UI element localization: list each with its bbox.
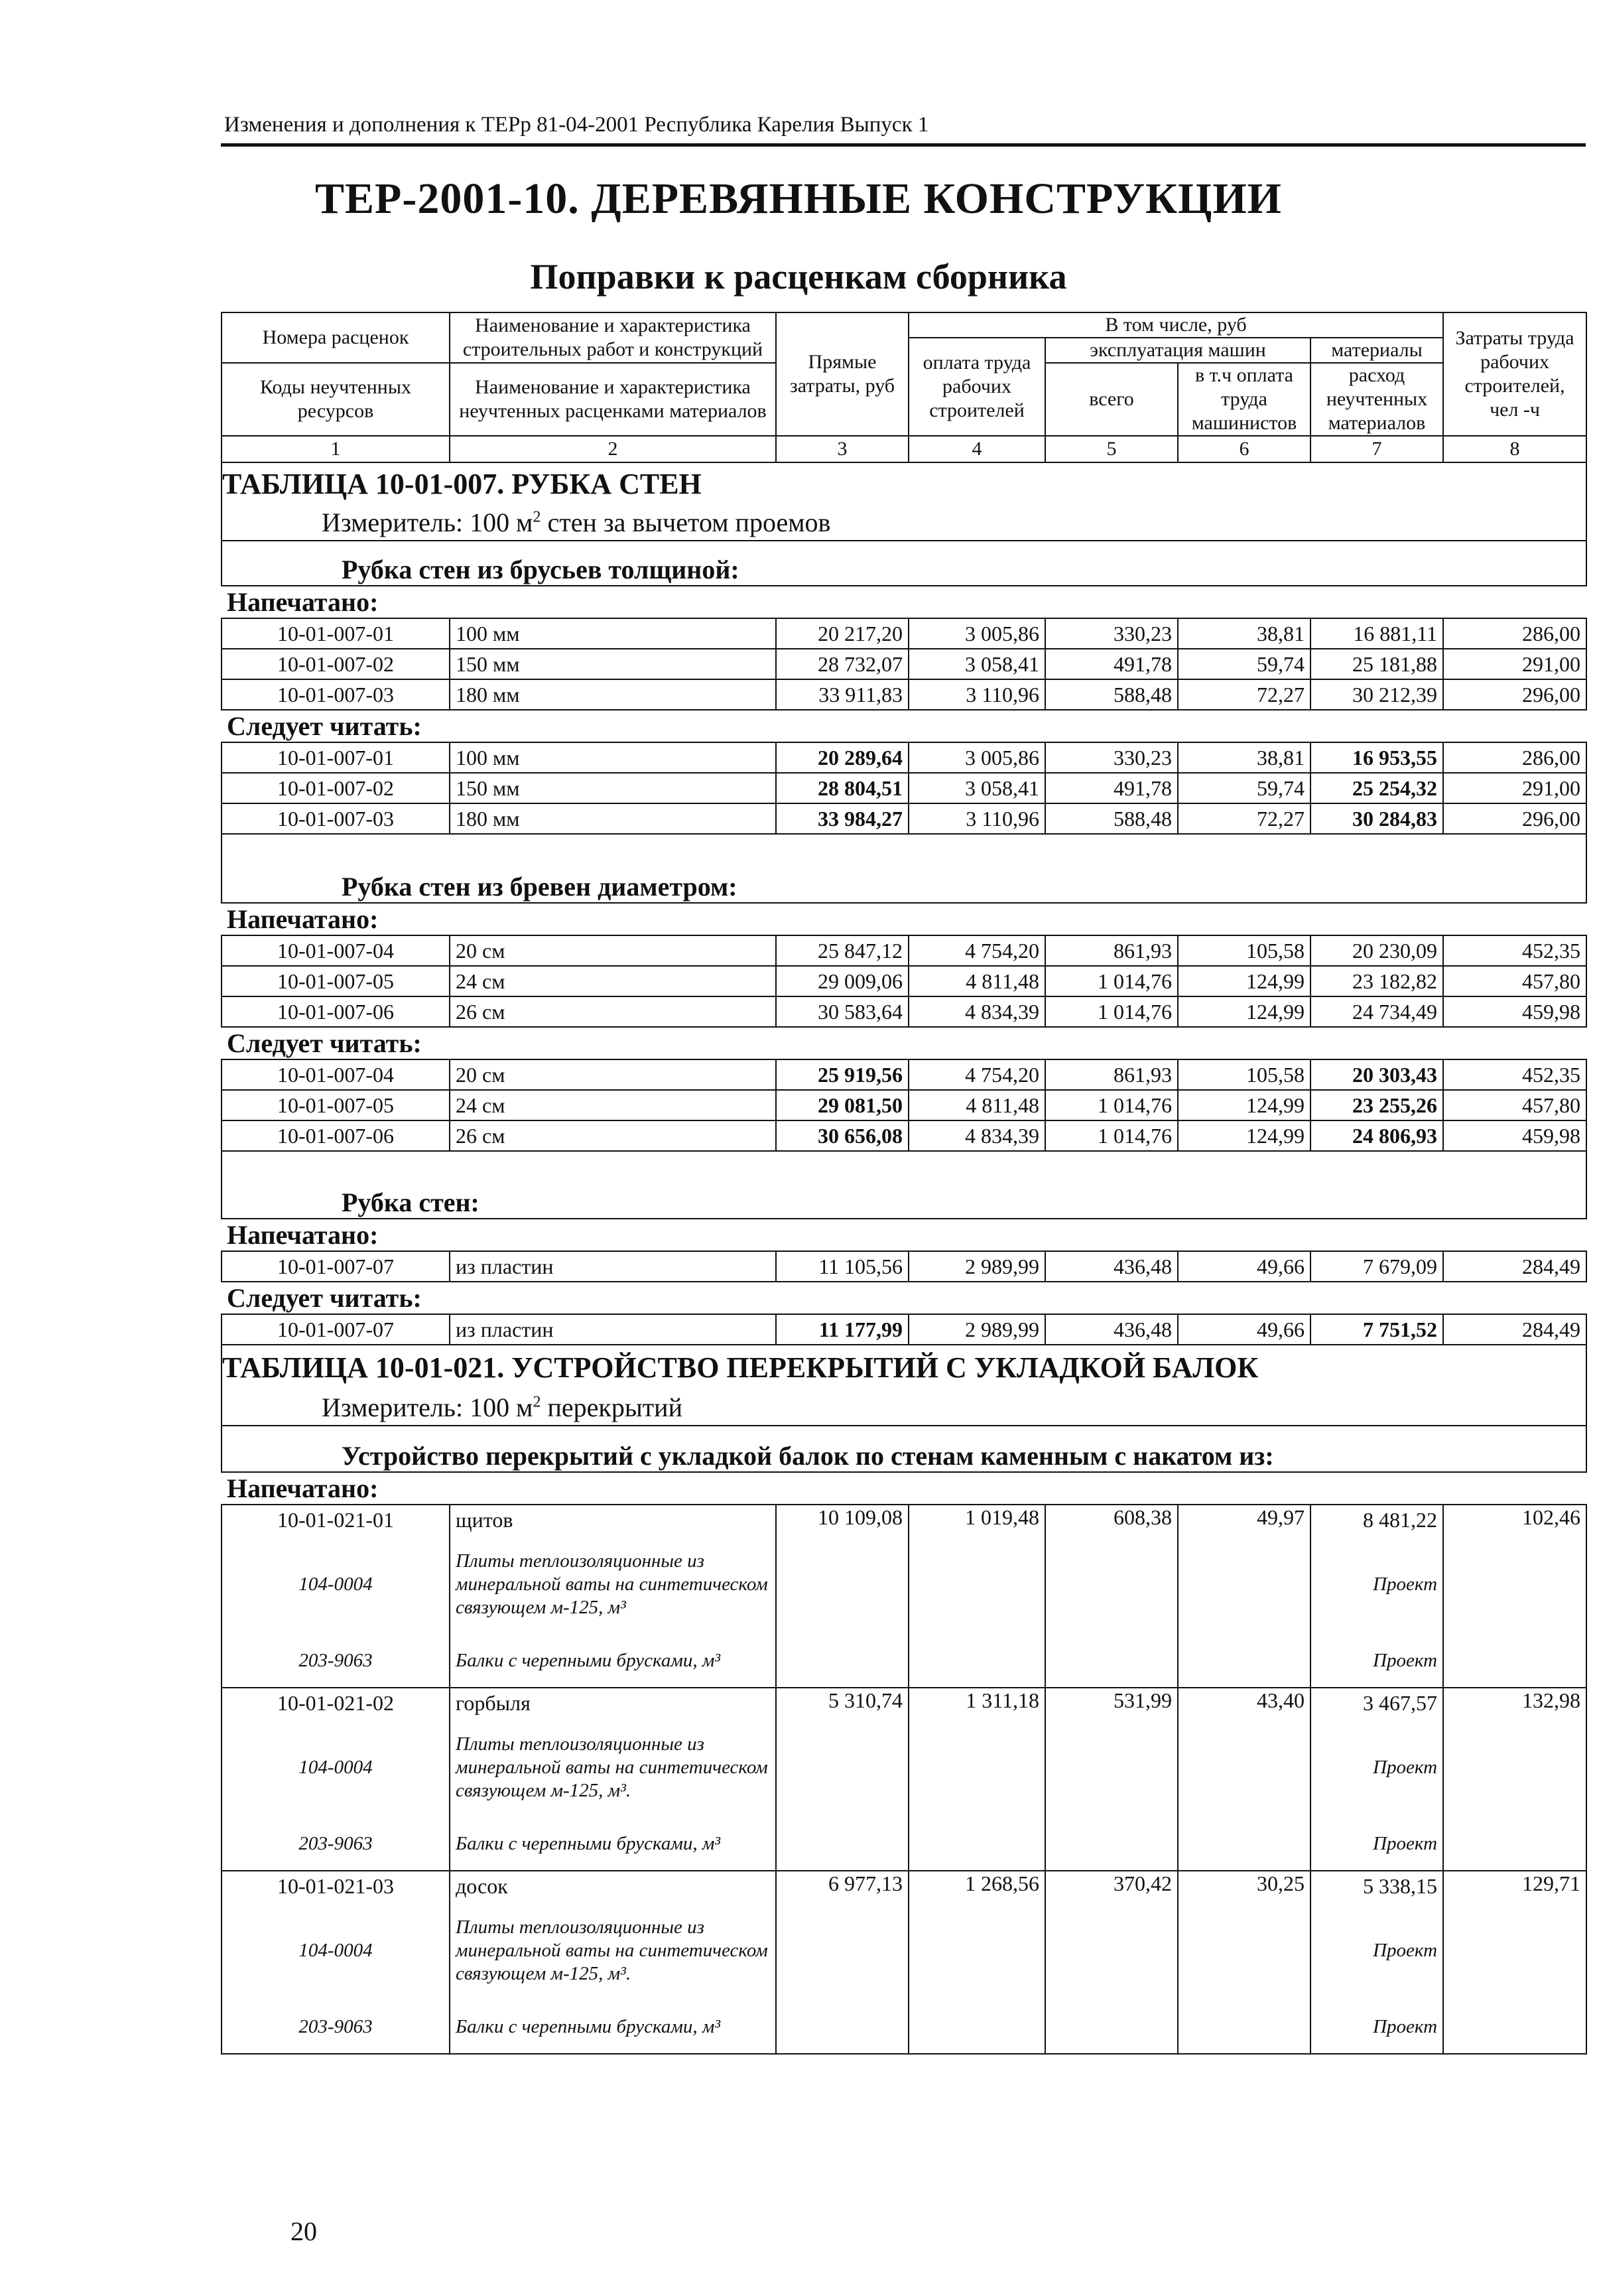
col-number: 4 <box>909 436 1045 462</box>
resource-row: 203-9063 Балки с черепными брусками, м³ Проект <box>222 2000 1586 2054</box>
col-header-material-name: Наименование и характеристика неучтенных расценками материалов <box>450 363 776 436</box>
col-header-work-name: Наименование и характеристика строительных работ и конструкций <box>450 312 776 363</box>
table-row: 10-01-007-03 180 мм 33 984,27 3 110,96 588,48 72,27 30 284,83 296,00 <box>222 803 1586 834</box>
col-header-machine-total: всего <box>1045 363 1178 436</box>
col-header-labor-hours: Затраты труда рабочих строителей, чел -ч <box>1443 312 1586 436</box>
printed-label: Напечатано: <box>227 904 379 934</box>
group-heading: Рубка стен из брусьев толщиной: <box>222 541 1586 586</box>
table-row: 10-01-007-03 180 мм 33 911,83 3 110,96 588,48 72,27 30 212,39 296,00 <box>222 679 1586 710</box>
col-header-material-use: расход неучтенных материалов <box>1310 363 1443 436</box>
col-header-resource-codes: Коды неучтенных ресурсов <box>222 363 450 436</box>
read-label: Следует читать: <box>227 1283 422 1313</box>
col-number: 3 <box>776 436 909 462</box>
col-number: 5 <box>1045 436 1178 462</box>
group-heading: Рубка стен: <box>222 1151 1586 1219</box>
rates-table <box>221 312 1587 2055</box>
col-number: 8 <box>1443 436 1586 462</box>
table-row: 10-01-007-02 150 мм 28 804,51 3 058,41 491,78 59,74 25 254,32 291,00 <box>222 773 1586 803</box>
printed-label: Напечатано: <box>227 1220 379 1250</box>
col-header-rate-numbers: Номера расценок <box>222 312 450 363</box>
group-heading: Рубка стен из бревен диаметром: <box>222 834 1586 903</box>
table-row: 10-01-007-02 150 мм 28 732,07 3 058,41 491,78 59,74 25 181,88 291,00 <box>222 649 1586 679</box>
measure-unit: Измеритель: 100 $м^2$ стен за вычетом проемов <box>222 504 1586 541</box>
resource-row: 203-9063 Балки с черепными брусками, м³ Проект <box>222 1817 1586 1871</box>
resource-row: 104-0004 Плиты теплоизоляционные из минеральной ваты на синтетическом связующем м-125, м³. Проект <box>222 1718 1586 1817</box>
page-number: 20 <box>290 2216 317 2246</box>
table-row: 10-01-021-03 досок 6 977,13 1 268,56 370,42 30,25 5 338,15 129,71 <box>222 1871 1586 1901</box>
header-rule <box>221 143 1586 147</box>
col-header-operator-pay: в т.ч оплата труда машинистов <box>1178 363 1310 436</box>
table-row: 10-01-007-07 из пластин 11 105,56 2 989,99 436,48 49,66 7 679,09 284,49 <box>222 1251 1586 1282</box>
table-row: 10-01-007-04 20 см 25 919,56 4 754,20 861,93 105,58 20 303,43 452,35 <box>222 1059 1586 1090</box>
table-row: 10-01-007-06 26 см 30 656,08 4 834,39 1 014,76 124,99 24 806,93 459,98 <box>222 1120 1586 1151</box>
col-header-materials: материалы <box>1310 338 1443 363</box>
running-header: Изменения и дополнения к ТЕРр 81-04-2001 Республика Карелия Выпуск 1 <box>224 113 929 137</box>
table-row: 10-01-007-04 20 см 25 847,12 4 754,20 861,93 105,58 20 230,09 452,35 <box>222 935 1586 966</box>
table-row: 10-01-007-05 24 см 29 081,50 4 811,48 1 014,76 124,99 23 255,26 457,80 <box>222 1090 1586 1120</box>
table-row: 10-01-007-05 24 см 29 009,06 4 811,48 1 014,76 124,99 23 182,82 457,80 <box>222 966 1586 996</box>
col-header-including: В том числе, руб <box>909 312 1443 338</box>
table-row: 10-01-021-01 щитов 10 109,08 1 019,48 608,38 49,97 8 481,22 102,46 <box>222 1505 1586 1534</box>
table-row: 10-01-007-01 100 мм 20 289,64 3 005,86 330,23 38,81 16 953,55 286,00 <box>222 742 1586 773</box>
resource-row: 104-0004 Плиты теплоизоляционные из минеральной ваты на синтетическом связующем м-125, м³. Проект <box>222 1901 1586 2000</box>
col-header-machine-operation: эксплуатация машин <box>1045 338 1310 363</box>
resource-row: 203-9063 Балки с черепными брусками, м³ Проект <box>222 1634 1586 1688</box>
col-number: 7 <box>1310 436 1443 462</box>
measure-unit: Измеритель: 100 $м^2$ перекрытий <box>222 1389 1586 1426</box>
table-heading: ТАБЛИЦА 10-01-007. РУБКА СТЕН <box>222 462 1586 504</box>
read-label: Следует читать: <box>227 711 422 741</box>
col-number: 6 <box>1178 436 1310 462</box>
table-row: 10-01-021-02 горбыля 5 310,74 1 311,18 531,99 43,40 3 467,57 132,98 <box>222 1688 1586 1718</box>
printed-label: Напечатано: <box>227 1473 379 1503</box>
printed-label: Напечатано: <box>227 587 379 617</box>
read-label: Следует читать: <box>227 1028 422 1058</box>
col-header-labor-pay: оплата труда рабочих строителей <box>909 338 1045 436</box>
resource-row: 104-0004 Плиты теплоизоляционные из минеральной ваты на синтетическом связующем м-125, м³ Проект <box>222 1534 1586 1634</box>
table-row: 10-01-007-01 100 мм 20 217,20 3 005,86 330,23 38,81 16 881,11 286,00 <box>222 618 1586 649</box>
group-heading: Устройство перекрытий с укладкой балок по стенам каменным с накатом из: <box>222 1426 1586 1472</box>
col-number: 1 <box>222 436 450 462</box>
page-title: ТЕР-2001-10. ДЕРЕВЯННЫЕ КОНСТРУКЦИИ <box>314 174 1283 223</box>
page-subtitle: Поправки к расценкам сборника <box>530 257 1067 297</box>
col-header-direct-costs: Прямые затраты, руб <box>776 312 909 436</box>
col-number: 2 <box>450 436 776 462</box>
table-row: 10-01-007-06 26 см 30 583,64 4 834,39 1 014,76 124,99 24 734,49 459,98 <box>222 996 1586 1027</box>
table-heading: ТАБЛИЦА 10-01-021. УСТРОЙСТВО ПЕРЕКРЫТИЙ С УКЛАДКОЙ БАЛОК <box>222 1345 1586 1389</box>
table-row: 10-01-007-07 из пластин 11 177,99 2 989,99 436,48 49,66 7 751,52 284,49 <box>222 1314 1586 1345</box>
